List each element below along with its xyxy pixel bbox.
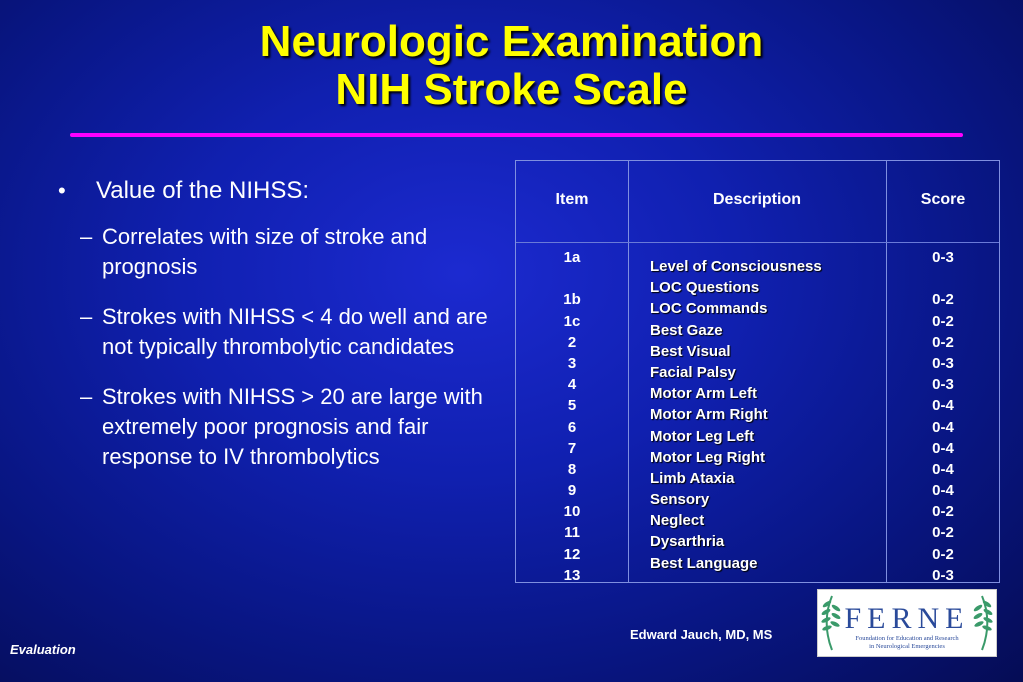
footer-section-label: Evaluation <box>10 642 76 657</box>
description-cell: LOC Commands <box>650 300 768 318</box>
main-bullet <box>58 172 498 210</box>
item-cell: 4 <box>567 376 577 394</box>
slide-title <box>0 18 1023 114</box>
main-bullet-text: Value of the NIHSS: <box>96 177 309 204</box>
logo-tagline-1: Foundation for Education and Research <box>855 635 959 642</box>
item-cell: 11 <box>564 524 580 542</box>
left-leaf-icon <box>821 596 842 650</box>
header-divider <box>516 242 999 243</box>
dash-icon: – <box>80 384 93 409</box>
description-cell: Dysarthria <box>650 533 725 551</box>
score-cell: 0-2 <box>932 291 954 309</box>
header-description: Description <box>712 191 801 208</box>
dash-icon: – <box>80 304 93 329</box>
item-cell <box>516 268 628 289</box>
bullet-dot-icon: • <box>58 178 66 203</box>
logo-tagline-2: in Neurological Emergencies <box>869 643 945 650</box>
item-cell: 7 <box>567 439 577 457</box>
score-cell: 0-3 <box>932 566 954 584</box>
title-line-2: NIH Stroke Scale <box>335 65 688 114</box>
sub-bullet <box>58 222 498 282</box>
description-cell: Motor Leg Right <box>650 448 765 466</box>
item-cell: 10 <box>563 503 581 521</box>
description-cell: Neglect <box>650 512 705 530</box>
score-cell: 0-2 <box>932 312 954 330</box>
description-cell: Motor Arm Right <box>650 406 768 424</box>
item-cell: 1b <box>563 291 581 309</box>
title-divider <box>70 133 963 137</box>
ferne-logo-graphic <box>818 590 996 656</box>
score-cell: 0-3 <box>932 354 954 372</box>
dash-icon: – <box>80 224 93 249</box>
description-cell: Best Visual <box>650 342 731 360</box>
score-cell: 0-2 <box>932 333 954 351</box>
footer-author: Edward Jauch, MD, MS <box>630 627 773 642</box>
sub-bullet-text: Strokes with NIHSS > 20 are large with extremely poor prognosis and fair response to IV thrombolytics <box>102 384 483 469</box>
description-column <box>650 256 886 574</box>
sub-bullet <box>58 382 498 472</box>
score-cell: 0-4 <box>932 397 954 415</box>
score-cell <box>886 268 1000 289</box>
item-cell: 3 <box>567 354 577 372</box>
header-item: Item <box>555 191 589 208</box>
description-cell: Facial Palsy <box>650 363 736 381</box>
score-cell: 0-4 <box>932 439 954 457</box>
score-cell: 0-4 <box>932 460 954 478</box>
item-cell: 9 <box>567 482 577 500</box>
score-cell: 0-3 <box>932 249 954 266</box>
right-leaf-icon <box>973 596 994 650</box>
score-cell: 0-4 <box>932 418 954 436</box>
item-cell: 1c <box>563 312 581 330</box>
item-cell: 12 <box>563 545 581 563</box>
sub-bullet-list <box>58 222 498 472</box>
sub-bullet-text: Strokes with NIHSS < 4 do well and are not typically thrombolytic candidates <box>102 304 488 359</box>
score-cell: 0-2 <box>932 545 954 563</box>
score-cell: 0-4 <box>932 482 954 500</box>
title-line-1: Neurologic Examination <box>259 17 764 66</box>
header-score: Score <box>920 191 966 208</box>
item-cell: 13 <box>563 566 581 584</box>
score-cell: 0-2 <box>932 503 954 521</box>
description-cell: Best Gaze <box>650 321 723 339</box>
score-column <box>886 247 1000 586</box>
bullet-list <box>58 172 498 492</box>
score-cell: 0-3 <box>932 376 954 394</box>
ferne-logo <box>817 589 997 657</box>
sub-bullet-text: Correlates with size of stroke and prognosis <box>102 224 428 279</box>
item-cell: 6 <box>567 418 577 436</box>
description-cell: Best Language <box>650 554 758 572</box>
description-cell: Limb Ataxia <box>650 469 735 487</box>
item-cell: 5 <box>567 397 577 415</box>
score-cell: 0-2 <box>932 524 954 542</box>
logo-wordmark: FERNE <box>844 602 970 635</box>
description-cell: Level of Consciousness <box>650 258 822 275</box>
description-cell: LOC Questions <box>650 279 760 297</box>
item-cell: 8 <box>567 460 577 478</box>
item-cell: 1a <box>563 249 581 266</box>
nihss-table <box>515 160 1000 583</box>
item-cell: 2 <box>567 333 577 351</box>
sub-bullet <box>58 302 498 362</box>
description-cell: Sensory <box>650 491 710 509</box>
description-cell: Motor Leg Left <box>650 427 755 445</box>
item-column <box>516 247 628 586</box>
column-divider <box>628 161 629 582</box>
description-cell: Motor Arm Left <box>650 385 757 403</box>
